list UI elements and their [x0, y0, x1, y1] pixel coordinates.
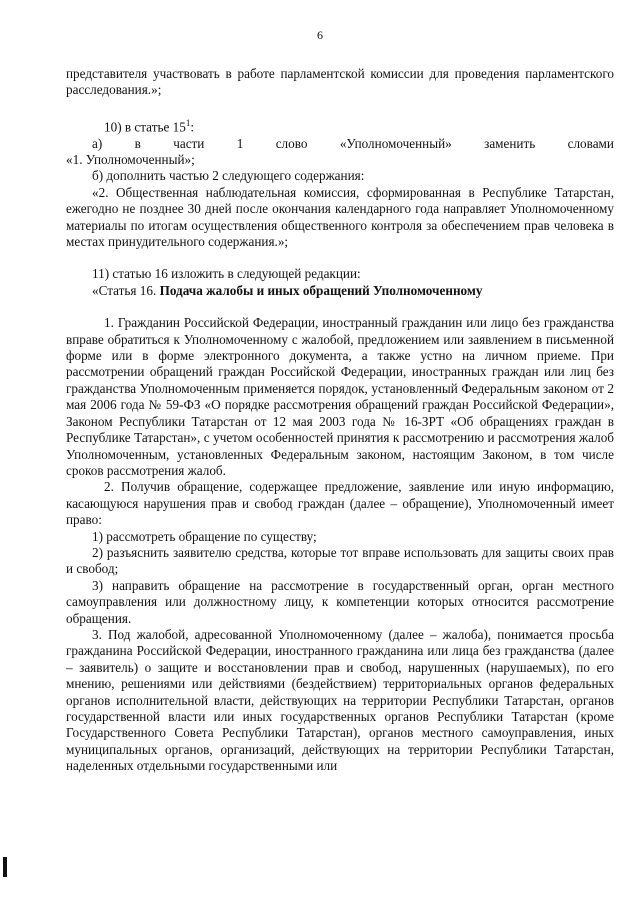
article-16-part-1: 1. Гражданин Российской Федерации, иностранный гражданин или лицо без гражданства вправе обратиться к Уполномоченному с жалобой, предложением или заявлением в письменной форме или в форме электронного документа, а также устно на личном приеме. При рассмотрении обращений граждан Российской Федерации, иностранных граждан или лиц без гражданства Уполномоченным применяется порядок, установленный Федеральным законом от 2 мая 2006 года № 59-ФЗ «О порядке рассмотрения обращений граждан Российской Федерации», Законом Республики Татарстан от 12 мая 2003 года № 16-ЗРТ «Об обращениях граждан в Республике Татарстан», с учетом особенностей принятия к рассмотрению и рассмотрения жалоб Уполномоченным, установленных Федеральным законом, настоящим Законом, в том числе сроков рассмотрения жалоб.: [66, 315, 614, 478]
item-10-heading: [66, 115, 614, 136]
article-16-part-3: 3. Под жалобой, адресованной Уполномоченному (далее – жалоба), понимается просьба гражданина Российской Федерации, иностранного гражданина или лица без гражданства (далее – заявитель) о защите и восстановлении прав и свобод, нарушенных (нарушаемых), по его мнению, решениями или действиями (бездействием) территориальных органов федеральных органов исполнительной власти, действующих на территории Республики Татарстан, органов государственной власти или иных государственных органов Республики Татарстан (кроме Государственного Совета Республики Татарстан), органов местного самоуправления, иных муниципальных органов, организаций, действующих на территории Республики Татарстан, наделенных отдельными государственными или: [66, 626, 614, 774]
item-a-word: словами: [567, 135, 614, 151]
item-10-superscript: 1: [185, 117, 191, 128]
part-2-item-1: 1) рассмотреть обращение по существу;: [92, 528, 317, 544]
part-2-item-2: 2) разъяснить заявителю средства, которые тот вправе использовать для защиты своих прав и свобод;: [66, 544, 614, 577]
part-2-item-3: 3) направить обращение на рассмотрение в государственный орган, орган местного самоуправления или должностному лицу, к компетенции которых относится рассмотрение обращения.: [66, 577, 614, 626]
scan-edge-mark: [3, 857, 7, 877]
article-16-part-2: 2. Получив обращение, содержащее предложение, заявление или иную информацию, касающуюся нарушения прав и свобод граждан (далее – обращение), Уполномоченный имеет право:: [66, 479, 614, 528]
paragraph-continuation: представителя участвовать в работе парламентской комиссии для проведения парламентского расследования.»;: [66, 66, 614, 98]
item-a-word: слово: [275, 135, 308, 151]
article-16-title: Подача жалобы и иных обращений Уполномоченному: [159, 282, 483, 298]
page-number: 6: [317, 28, 323, 42]
item-a-word: 1: [236, 135, 244, 151]
item-10-colon: :: [190, 119, 194, 135]
item-11: 11) статью 16 изложить в следующей редакции:: [92, 266, 361, 282]
item-a-word: в: [134, 135, 141, 151]
article-16-heading: [66, 283, 614, 299]
item-a-word: «Уполномоченный»: [339, 135, 452, 151]
item-a-word: а): [92, 135, 103, 151]
item-10-text: 10) в статье 15: [104, 119, 186, 135]
item-a-word: части: [173, 135, 205, 151]
item-a-word: заменить: [484, 135, 536, 151]
item-a-tail: «1. Уполномоченный»;: [66, 152, 195, 168]
article-16-label: «Статья 16.: [92, 282, 160, 298]
document-body: [66, 66, 614, 775]
item-b: б) дополнить частью 2 следующего содержания:: [92, 168, 365, 184]
quoted-part-2: «2. Общественная наблюдательная комиссия, сформированная в Республике Татарстан, ежегодно не позднее 30 дней после окончания календарного года направляет Уполномоченному материалы по итогам осуществления общественного контроля за обеспечением прав человека в местах принудительного содержания.»;: [66, 184, 614, 250]
item-a-line: [66, 136, 614, 152]
